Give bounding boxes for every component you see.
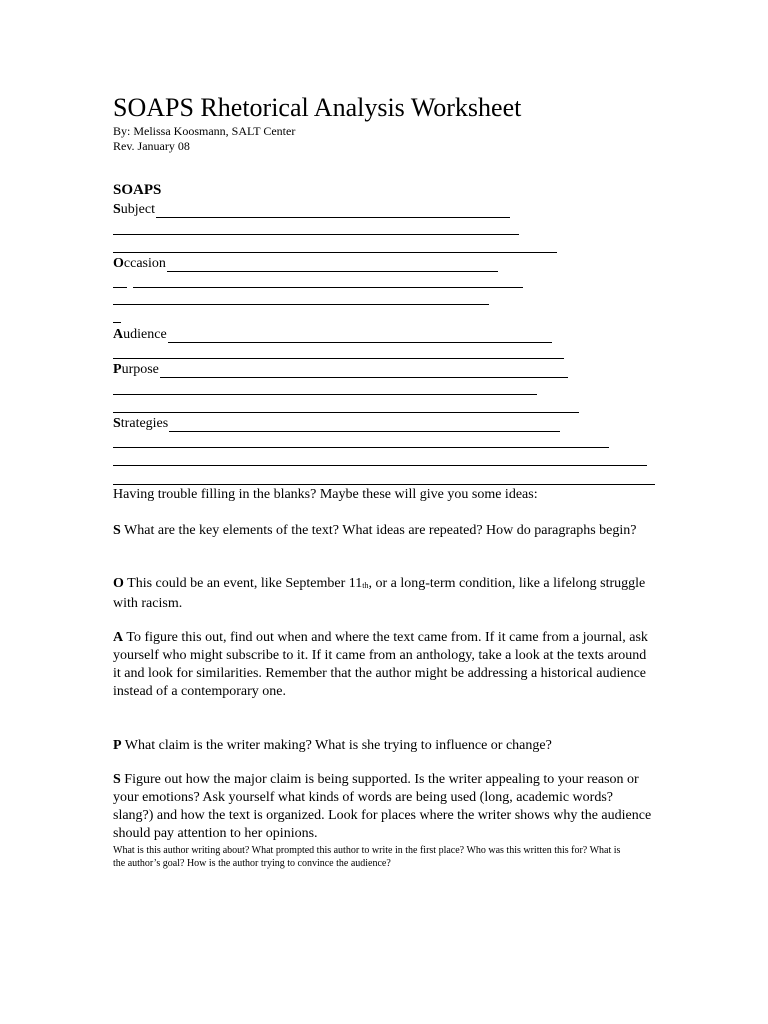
strategies-blank-line[interactable] [113,447,609,448]
tip-purpose [113,737,653,755]
tip-occasion-letter: O [113,576,124,591]
tip-strategies-letter: S [113,772,121,787]
subject-blank-line[interactable] [113,252,557,253]
tip-audience-letter: A [113,630,124,645]
tip-strategies-text: Figure out how the major claim is being supported. Is the writer appealing to your reason or your emotions? Ask yourself what kinds of words are being used (long, academic words? slang?) and how the text is organized. Look for places where the writer shows why the audience should pay attention to her opinions. [113,772,652,841]
subject-label: ubject [120,202,156,217]
audience-initial: A [113,327,124,342]
occasion-blank[interactable] [167,259,498,272]
purpose-blank-line[interactable] [113,394,537,395]
purpose-label: urpose [121,362,159,377]
occasion-blank-line[interactable] [113,287,127,288]
audience-blank-line[interactable] [113,358,564,359]
tip-occasion-text: This could be an event, like September 11 [123,576,363,591]
strategies-field[interactable] [113,416,560,432]
tip-audience-text: To figure this out, find out when and where the text came from. If it came from a journal, ask yourself who might subscribe to it. If it came from an anthology, take a look at the texts around it and look for similarities. Remember that the author might be addressing a historical audience instead of a contemporary one. [113,630,648,699]
subject-field[interactable] [113,202,510,218]
strategies-blank-line[interactable] [113,465,647,466]
help-intro: Having trouble filling in the blanks? Maybe these will give you some ideas: [113,487,538,502]
purpose-initial: P [113,362,122,377]
strategies-label: trategies [120,416,169,431]
page-title: SOAPS Rhetorical Analysis Worksheet [113,93,522,122]
section-heading: SOAPS [113,182,162,198]
tip-occasion [113,575,653,613]
tip-purpose-letter: P [113,738,122,753]
revision-date: Rev. January 08 [113,139,190,153]
tip-subject-letter: S [113,523,121,538]
occasion-field[interactable] [113,256,498,272]
subject-blank-line[interactable] [113,234,519,235]
occasion-blank-line[interactable] [133,287,523,288]
subject-blank[interactable] [156,205,510,218]
byline: By: Melissa Koosmann, SALT Center [113,124,296,138]
subject-initial: S [113,202,121,217]
occasion-initial: O [113,256,124,271]
strategies-blank[interactable] [169,419,560,432]
tip-subject [113,522,653,540]
purpose-blank-line[interactable] [113,412,579,413]
tip-strategies [113,771,653,843]
purpose-blank[interactable] [160,365,568,378]
strategies-blank-line[interactable] [113,484,655,485]
footer-note: What is this author writing about? What prompted this author to write in the first place? Who was this written this for? What is the author’s goal? How is the author trying to convince the audience? [113,845,621,869]
audience-field[interactable] [113,327,552,343]
purpose-field[interactable] [113,362,568,378]
occasion-blank-line[interactable] [113,304,489,305]
occasion-label: ccasion [123,256,166,271]
tip-purpose-text: What claim is the writer making? What is she trying to influence or change? [121,738,552,753]
audience-blank[interactable] [168,330,552,343]
audience-label: udience [123,327,167,342]
occasion-blank-line[interactable] [113,322,121,323]
tip-occasion-superscript: th [362,581,369,590]
strategies-initial: S [113,416,121,431]
tip-audience [113,629,653,701]
tip-occasion-text-cont: , or a long-term condition, like a lifelong struggle with racism. [113,576,646,611]
tip-subject-text: What are the key elements of the text? What ideas are repeated? How do paragraphs begin? [120,523,637,538]
